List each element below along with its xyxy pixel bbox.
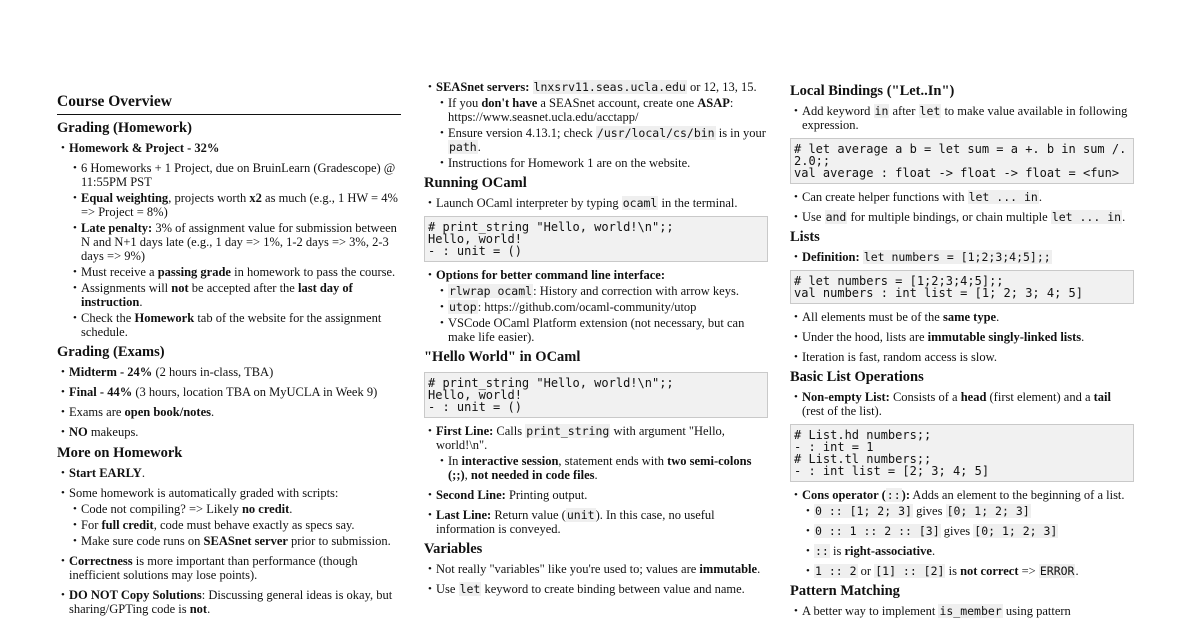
text: makeups.: [87, 425, 139, 439]
inline-code: let: [919, 104, 941, 118]
inline-code: utop: [449, 300, 477, 314]
bold-text: Late penalty:: [81, 221, 153, 235]
bold-text: open book/notes: [124, 405, 212, 419]
list-item: [57, 311, 401, 339]
list-item: [57, 265, 401, 279]
heading-variables: Variables: [424, 541, 483, 557]
text: .: [1075, 564, 1079, 578]
list-item: [424, 562, 768, 576]
text: keyword to create binding between value and name.: [481, 582, 745, 596]
text: 3% of assignment value for submission between N and N+1 days late (e.g., 1 day => 1%, 1-2 days => 3%, 2-3 days => 9%): [81, 221, 397, 263]
bold-text: Last Line:: [436, 508, 492, 522]
list-item: [790, 544, 1134, 558]
list-item: [424, 300, 768, 314]
inline-code: in: [874, 104, 889, 118]
text: .: [139, 295, 143, 309]
hello-world-list: [424, 424, 768, 536]
text: with argument "Hello, world!\n".: [436, 424, 725, 452]
text: or: [857, 564, 875, 578]
bold-text: don't have: [481, 96, 538, 110]
variables-list: [424, 562, 768, 596]
text: Use: [436, 582, 459, 596]
text: , code must behave exactly as specs say.: [153, 518, 355, 532]
text: (first element) and a: [986, 390, 1094, 404]
page-title: Course Overview: [57, 93, 401, 115]
text: : https://www.seasnet.ucla.edu/acctapp/: [448, 96, 734, 124]
list-item: [57, 161, 401, 189]
bold-text: immutable: [699, 562, 758, 576]
text: Iteration is fast, random access is slow.: [802, 350, 997, 364]
list-item: [57, 486, 401, 500]
text: after: [889, 104, 919, 118]
heading-basic-list-ops: Basic List Operations: [790, 369, 924, 385]
bold-text: interactive session: [461, 454, 559, 468]
list-item: [424, 284, 768, 298]
list-item: [790, 210, 1134, 224]
inline-code: [0; 1; 2; 3]: [946, 504, 1030, 518]
seasnet-list: [424, 80, 768, 170]
list-item: [424, 424, 768, 452]
text: tab of the website for the assignment schedule.: [81, 311, 382, 339]
text: Code not compiling? => Likely: [81, 502, 242, 516]
text: is more important than performance (though inefficient solutions may lose points).: [69, 554, 358, 582]
text: If you: [448, 96, 482, 110]
text: 6 Homeworks + 1 Project, due on BruinLearn (Gradescope) @ 11:55PM PST: [81, 161, 396, 189]
heading-grading-homework: Grading (Homework): [57, 120, 192, 136]
inline-code: let ... in: [968, 190, 1038, 204]
text: VSCode OCaml Platform extension (not necessary, but can make life easier).: [448, 316, 745, 344]
bold-text: x2: [249, 191, 262, 205]
pattern-matching-list: [790, 604, 1134, 618]
list-item: [424, 96, 768, 124]
heading-running-ocaml: Running OCaml: [424, 175, 527, 191]
inline-code: let numbers = [1;2;3;4;5];;: [863, 250, 1051, 264]
text: prior to submission.: [287, 534, 391, 548]
bold-text: NO: [69, 425, 88, 439]
list-item: [424, 454, 768, 482]
bold-text: not: [189, 602, 208, 616]
code-block: # let numbers = [1;2;3;4;5];; val numbers : int list = [1; 2; 3; 4; 5]: [790, 270, 1134, 304]
text: A better way to implement: [802, 604, 939, 618]
bold-text: last day of instruction: [81, 281, 353, 309]
list-item: [57, 466, 401, 480]
bold-text: Definition:: [802, 250, 860, 264]
text: as much (e.g., 1 HW = 4% => Project = 8%): [81, 191, 398, 219]
list-item: [57, 588, 401, 616]
list-item: [57, 191, 401, 219]
bold-text: Cons operator (: [802, 488, 886, 502]
text: .: [207, 602, 211, 616]
bold-text: no credit: [241, 502, 290, 516]
text: is in your: [715, 126, 766, 140]
bold-text: two semi-colons (;;): [448, 454, 752, 482]
bold-text: Non-empty List:: [802, 390, 890, 404]
inline-code: 1 :: 2: [815, 564, 857, 578]
text: to make value available in following expression.: [802, 104, 1128, 132]
bold-text: Start EARLY: [69, 466, 142, 480]
text: Make sure code runs on: [81, 534, 204, 548]
inline-code: 0 :: 1 :: 2 :: [3]: [815, 524, 940, 538]
lists-list: [790, 250, 1134, 264]
text: a SEASnet account, create one: [537, 96, 698, 110]
inline-code: and: [825, 210, 847, 224]
heading-pattern-matching: Pattern Matching: [790, 583, 900, 599]
inline-code: /usr/local/cs/bin: [596, 126, 715, 140]
list-item: [790, 488, 1134, 502]
text: using pattern: [1002, 604, 1071, 618]
bold-text: passing grade: [157, 265, 231, 279]
list-item: [57, 502, 401, 516]
bold-text: Final - 44%: [69, 385, 133, 399]
text: .: [594, 468, 598, 482]
text: .: [757, 562, 761, 576]
text: , statement ends with: [558, 454, 668, 468]
list-item: [424, 80, 768, 94]
list-item: [790, 330, 1134, 344]
text: gives: [940, 524, 974, 538]
heading-grading-exams: Grading (Exams): [57, 344, 165, 360]
text: : History and correction with arrow keys.: [533, 284, 739, 298]
text: Ensure version 4.13.1; check: [448, 126, 596, 140]
list-item: [57, 554, 401, 582]
bold-text: ASAP: [697, 96, 730, 110]
bold-text: full credit: [101, 518, 154, 532]
inline-code: rlwrap ocaml: [449, 284, 533, 298]
bold-text: Equal weighting: [81, 191, 169, 205]
list-item: [790, 524, 1134, 538]
text: , projects worth: [168, 191, 250, 205]
text: (rest of the list).: [802, 404, 882, 418]
basic-ops-list: [790, 390, 1134, 418]
text: In: [448, 454, 462, 468]
lists-properties-list: [790, 310, 1134, 364]
text: Under the hood, lists are: [802, 330, 928, 344]
list-item: [57, 405, 401, 419]
list-item: [790, 604, 1134, 618]
bold-text: SEASnet servers:: [436, 80, 530, 94]
text: Exams are: [69, 405, 125, 419]
list-item: [790, 190, 1134, 204]
inline-code: unit: [566, 508, 595, 522]
heading-local-bindings: Local Bindings ("Let..In"): [790, 83, 955, 99]
inline-code: ocaml: [622, 196, 658, 210]
list-item: [57, 385, 401, 399]
grading-exams-list: [57, 365, 401, 439]
bold-text: Options for better command line interface:: [436, 268, 666, 282]
list-item: [790, 350, 1134, 364]
list-item: [424, 582, 768, 596]
text: Not really "variables" like you're used to; values are: [436, 562, 700, 576]
text: Some homework is automatically graded with scripts:: [69, 486, 339, 500]
text: =>: [1018, 564, 1039, 578]
text: ,: [464, 468, 471, 482]
text: Printing output.: [505, 488, 588, 502]
column-2: [424, 80, 768, 598]
text: .: [1081, 330, 1085, 344]
list-item: [57, 518, 401, 532]
bold-text: Midterm - 24%: [69, 365, 153, 379]
text: Return value (: [491, 508, 566, 522]
text: Assignments will: [81, 281, 172, 295]
text: is: [945, 564, 961, 578]
text: .: [996, 310, 1000, 324]
code-block: # print_string "Hello, world!\n";; Hello, world! - : unit = (): [424, 216, 768, 262]
list-item: [57, 221, 401, 263]
inline-code: is_member: [939, 604, 1002, 618]
column-1: [57, 93, 401, 618]
bold-text: Homework: [134, 311, 195, 325]
bold-text: ):: [901, 488, 910, 502]
text: Use: [802, 210, 825, 224]
text: : https://github.com/ocaml-community/utop: [477, 300, 697, 314]
text: gives: [912, 504, 946, 518]
inline-code: let ... in: [1051, 210, 1122, 224]
text: (2 hours in-class, TBA): [152, 365, 274, 379]
text: : Discussing general ideas is okay, but sharing/GPTing code is: [69, 588, 393, 616]
text: or 12, 13, 15.: [686, 80, 757, 94]
text: .: [931, 544, 936, 558]
bold-text: DO NOT Copy Solutions: [69, 588, 202, 602]
text: Add keyword: [802, 104, 874, 118]
text: .: [1038, 190, 1042, 204]
inline-code: [0; 1; 2; 3]: [974, 524, 1058, 538]
bold-text: not needed in code files: [470, 468, 595, 482]
bold-text: Homework & Project - 32%: [69, 141, 220, 155]
text: in homework to pass the course.: [230, 265, 396, 279]
text: for multiple bindings, or chain multiple: [847, 210, 1051, 224]
grading-homework-list: [57, 141, 401, 339]
list-item: [424, 156, 768, 170]
text: Can create helper functions with: [802, 190, 968, 204]
text: Consists of a: [889, 390, 961, 404]
text: Must receive a: [81, 265, 158, 279]
list-item: [424, 268, 768, 282]
inline-code: 0 :: [1; 2; 3]: [815, 504, 912, 518]
bold-text: immutable singly-linked lists: [927, 330, 1082, 344]
bold-text: Correctness: [69, 554, 133, 568]
list-item: [424, 316, 768, 344]
bold-text: SEASnet server: [203, 534, 288, 548]
list-item: [790, 564, 1134, 578]
text: .: [211, 405, 215, 419]
list-item: [790, 104, 1134, 132]
code-block: # let average a b = let sum = a +. b in sum /. 2.0;; val average : float -> float -> float = <fun>: [790, 138, 1134, 184]
text: Launch OCaml interpreter by typing: [436, 196, 622, 210]
text: .: [1122, 210, 1126, 224]
inline-code: path: [449, 140, 477, 154]
inline-code: let: [459, 582, 481, 596]
code-block: # List.hd numbers;; - : int = 1 # List.tl numbers;; - : int list = [2; 3; 4; 5]: [790, 424, 1134, 482]
cli-options-list: [424, 268, 768, 344]
helper-list: [790, 190, 1134, 224]
list-item: [57, 141, 401, 155]
bold-text: right-associative: [844, 544, 932, 558]
text: For: [81, 518, 102, 532]
inline-code: print_string: [526, 424, 610, 438]
list-item: [57, 534, 401, 548]
text: ). In this case, no useful information is conveyed.: [436, 508, 715, 536]
list-item: [424, 126, 768, 154]
list-item: [57, 365, 401, 379]
text: .: [141, 466, 145, 480]
inline-code: ERROR: [1039, 564, 1075, 578]
list-item: [790, 310, 1134, 324]
text: Adds an element to the beginning of a list.: [909, 488, 1125, 502]
text: (3 hours, location TBA on MyUCLA in Week 9): [132, 385, 378, 399]
list-item: [424, 508, 768, 536]
more-homework-list: [57, 466, 401, 616]
inline-code: ::: [886, 488, 901, 502]
heading-hello-world: "Hello World" in OCaml: [424, 349, 581, 365]
text: .: [289, 502, 293, 516]
list-item: [57, 425, 401, 439]
list-item: [790, 250, 1134, 264]
text: is: [829, 544, 845, 558]
text: .: [477, 140, 481, 154]
list-item: [790, 390, 1134, 418]
bold-text: not correct: [960, 564, 1019, 578]
code-block: # print_string "Hello, world!\n";; Hello, world! - : unit = (): [424, 372, 768, 418]
inline-code: [1] :: [2]: [875, 564, 945, 578]
bold-text: Second Line:: [436, 488, 506, 502]
text: All elements must be of the: [802, 310, 943, 324]
bold-text: tail: [1093, 390, 1111, 404]
inline-code: ::: [815, 544, 829, 558]
text: Calls: [493, 424, 526, 438]
text: be accepted after the: [188, 281, 298, 295]
text: Check the: [81, 311, 135, 325]
list-item: [424, 196, 768, 210]
cons-list: [790, 488, 1134, 578]
running-ocaml-list: [424, 196, 768, 210]
text: in the terminal.: [658, 196, 738, 210]
list-item: [57, 281, 401, 309]
heading-lists: Lists: [790, 229, 820, 245]
column-3: [790, 78, 1134, 620]
bold-text: not: [171, 281, 189, 295]
list-item: [424, 488, 768, 502]
list-item: [790, 504, 1134, 518]
bold-text: same type: [942, 310, 997, 324]
local-bindings-list: [790, 104, 1134, 132]
inline-code: lnxsrv11.seas.ucla.edu: [533, 80, 686, 94]
text: Instructions for Homework 1 are on the website.: [448, 156, 691, 170]
bold-text: head: [960, 390, 987, 404]
heading-more-homework: More on Homework: [57, 445, 183, 461]
bold-text: First Line:: [436, 424, 494, 438]
